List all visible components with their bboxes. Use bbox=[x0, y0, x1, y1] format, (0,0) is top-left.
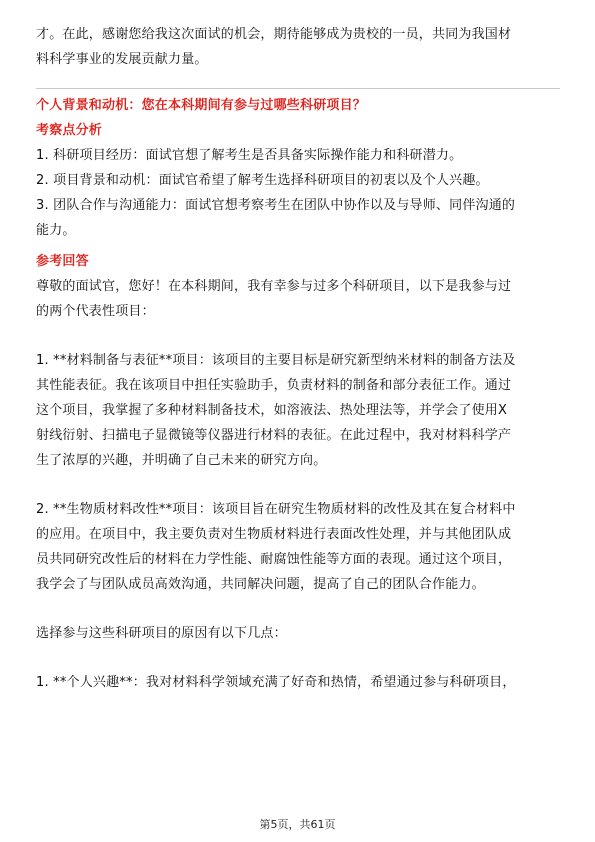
section-divider bbox=[36, 88, 560, 89]
answer-heading: 参考回答 bbox=[36, 254, 89, 269]
project1-line: 射线衍射、扫描电子显微镜等仪器进行材料的表征。在此过程中，我对材料科学产 bbox=[36, 428, 512, 443]
project2-line: 我学会了与团队成员高效沟通，共同解决问题，提高了自己的团队合作能力。 bbox=[36, 577, 485, 592]
reason-item: 1. **个人兴趣**：我对材料科学领域充满了好奇和热情，希望通过参与科研项目， bbox=[36, 675, 516, 690]
intro-line: 料科学事业的发展贡献力量。 bbox=[36, 52, 208, 67]
project1-line: 这个项目，我掌握了多种材料制备技术，如溶液法、热处理法等，并学会了使用X bbox=[36, 403, 508, 418]
spacer bbox=[36, 473, 560, 497]
project1-line: 1. **材料制备与表征**项目：该项目的主要目标是研究新型纳米材料的制备方法及 bbox=[36, 353, 516, 368]
project1-line: 其性能表征。我在该项目中担任实验助手，负责材料的制备和部分表征工作。通过 bbox=[36, 378, 512, 393]
spacer bbox=[36, 597, 560, 621]
page-content bbox=[36, 22, 560, 695]
project1-line: 生了浓厚的兴趣，并明确了自己未来的研究方向。 bbox=[36, 453, 327, 468]
analysis-item: 1. 科研项目经历：面试官想了解考生是否具备实际操作能力和科研潜力。 bbox=[36, 148, 463, 163]
analysis-item: 3. 团队合作与沟通能力：面试官想考察考生在团队中协作以及与导师、同伴沟通的 bbox=[36, 198, 516, 213]
project2-line: 的应用。在项目中，我主要负责对生物质材料进行表面改性处理，并与其他团队成 bbox=[36, 527, 512, 542]
question-title: 个人背景和动机：您在本科期间有参与过哪些科研项目？ bbox=[36, 98, 367, 113]
project2-line: 员共同研究改性后的材料在力学性能、耐腐蚀性能等方面的表现。通过这个项目， bbox=[36, 552, 512, 567]
analysis-item: 2. 项目背景和动机：面试官希望了解考生选择科研项目的初衷以及个人兴趣。 bbox=[36, 173, 489, 188]
page-number: 第5页，共61页 bbox=[259, 818, 336, 831]
intro-line: 才。在此，感谢您给我这次面试的机会，期待能够成为贵校的一员，共同为我国材 bbox=[36, 27, 512, 42]
answer-greeting: 的两个代表性项目： bbox=[36, 304, 155, 319]
spacer bbox=[36, 324, 560, 348]
project2-line: 2. **生物质材料改性**项目：该项目旨在研究生物质材料的改性及其在复合材料中 bbox=[36, 502, 516, 517]
analysis-heading: 考察点分析 bbox=[36, 123, 103, 138]
reasons-intro: 选择参与这些科研项目的原因有以下几点： bbox=[36, 626, 287, 641]
spacer bbox=[36, 646, 560, 670]
answer-greeting: 尊敬的面试官，您好！在本科期间，我有幸参与过多个科研项目，以下是我参与过 bbox=[36, 279, 512, 294]
analysis-item-continued: 能力。 bbox=[36, 223, 76, 238]
